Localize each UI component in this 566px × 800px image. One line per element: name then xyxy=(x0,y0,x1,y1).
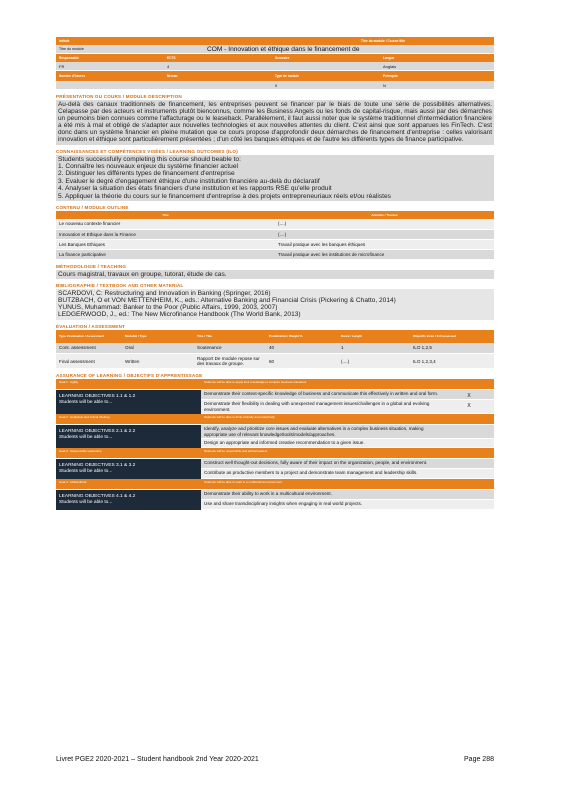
header-row1-left: Titre du module xyxy=(59,47,84,51)
info-value-1: FR xyxy=(59,63,65,69)
objective-sub-text: Students will be able to... xyxy=(59,499,113,505)
detail-label-4: Prérequis xyxy=(383,74,398,78)
mark-header xyxy=(444,414,494,425)
eval-col-header: Titre / Title xyxy=(194,330,266,343)
objective-mark xyxy=(444,500,494,510)
table-row xyxy=(56,239,494,249)
bibliography-block xyxy=(56,289,494,320)
eval-col-header: Modalité / Type xyxy=(122,330,194,343)
eval-cell: ILO 1,2,5 xyxy=(410,343,494,354)
objective-description: Identify, analyze and prioritize core issues and evaluate alternatives in a complex business situation, making appropriate use of relevant knowledge/tools/models/approaches. xyxy=(201,425,444,439)
objective-mark xyxy=(444,425,494,439)
presentation-title: PRÉSENTATION DU COURS / MODULE DESCRIPTION xyxy=(56,94,182,99)
eval-col-header: Durée / Length xyxy=(338,330,410,343)
objective-description: Demonstrate their context-specific knowledge of business and communicate this effectively in written and oral form. xyxy=(201,390,444,400)
competency-item: 1. Connaître les nouveaux enjeux du système financier actuel xyxy=(58,162,238,170)
learning-objective-label xyxy=(56,390,201,414)
outline-col-header: Titre xyxy=(56,211,275,219)
info-value-4: Anglais xyxy=(383,63,397,69)
mark-header xyxy=(444,448,494,459)
objective-description: Use and share transdisciplinary insights when engaging in real world projects. xyxy=(201,500,444,510)
table-row xyxy=(56,343,494,354)
learning-objective-label xyxy=(56,490,201,510)
bibliography-item: YUNUS, Muhammad: Banker to the Poor (Public Affairs, 1999, 2003, 2007) xyxy=(58,304,278,312)
bibliography-item: SCARDOVI, C: Restructuring and Innovation in Banking (Springer, 2016) xyxy=(58,289,271,297)
table-row xyxy=(56,249,494,259)
detail-value-3: 0 xyxy=(275,82,278,88)
detail-label-3: Type de module xyxy=(275,74,300,78)
table-row xyxy=(56,219,494,229)
header-top-bar xyxy=(56,37,494,45)
outline-title: CONTENU / MODULE OUTLINE xyxy=(56,205,129,210)
bibliography-title: BIBLIOGRAPHIE / TEXTBOOK AND OTHER MATERIAL xyxy=(56,282,184,288)
eval-cell: Final assessment xyxy=(56,354,122,369)
competency-item: 4. Analyser la situation des états financiers d'une institution et les rapports RSE qu'elle produit xyxy=(58,185,332,193)
goal-header: Goal 4 : Multicultural xyxy=(56,479,201,490)
table-row xyxy=(56,354,494,369)
objective-description: Demonstrate their flexibility in dealing with unexpected management issues/challenges in a global and evolving environment. xyxy=(201,400,444,414)
page-footer xyxy=(56,756,494,763)
objective-description: Demonstrate their ability to work in a multicultural environment. xyxy=(201,490,444,500)
objective-header: Students will be responsible and ethical leaders xyxy=(201,448,444,459)
eval-col-header: Objectifs visés / ILO assessed xyxy=(410,330,494,343)
objective-label-text: LEARNING OBJECTIVES 3.1 & 3.2 xyxy=(59,462,136,468)
outline-cell: Travail pratique avec les institutions de microfinance xyxy=(275,249,494,259)
info-label-1: Responsable xyxy=(59,56,79,60)
eval-cell: Written xyxy=(122,354,194,369)
info-label-2: ECTS xyxy=(167,56,176,60)
info-label-3: Semestre xyxy=(275,56,290,60)
outline-col-header: Activités / Travaux xyxy=(275,211,494,219)
mark-header xyxy=(444,479,494,490)
goal-header: Goal 3 : Responsible leadership xyxy=(56,448,201,459)
competency-item: 3. Evaluer le degré d'engagement éthique d'une institution financière au-delà du déclaratif xyxy=(58,177,320,185)
objective-description: Contribute as productive members to a project and demonstrate team management and leadership skills. xyxy=(201,469,444,479)
mark-header xyxy=(444,379,494,390)
eval-cell: ILO 1,2,3,4 xyxy=(410,354,494,369)
info-label-4: Langue xyxy=(383,56,395,60)
eval-cell: Oral xyxy=(122,343,194,354)
outline-cell: (....) xyxy=(275,219,494,229)
objective-header: Students will be able to work in a multicultural environment xyxy=(201,479,444,490)
competencies-intro: Students successfully completing this course should beable to: xyxy=(58,155,241,163)
header-info-values xyxy=(56,62,494,71)
objective-mark: X xyxy=(444,400,494,414)
objective-description: Construct well thought-out decisions, fully aware of their impact on the organization, people, and environment. xyxy=(201,459,444,469)
page-number: Page 288 xyxy=(464,756,494,763)
bibliography-item: LEDGERWOOD, J., ed.: The New Microfinance Handbook (The World Bank, 2013) xyxy=(58,311,301,319)
course-sheet xyxy=(56,37,494,510)
outline-cell: Les Banques Ethiques xyxy=(56,239,275,249)
course-title: COM - Innovation et éthique dans le financement de xyxy=(207,45,360,53)
eval-col-header: Pondération / Weight % xyxy=(266,330,338,343)
objective-sub-text: Students will be able to... xyxy=(59,468,113,474)
eval-cell: (....) xyxy=(338,354,410,369)
objective-sub-text: Students will be able to... xyxy=(59,400,113,406)
competency-item: 2. Distinguer les différents types de financement d'entreprise xyxy=(58,170,235,178)
objective-label-text: LEARNING OBJECTIVES 1.1 & 1.2 xyxy=(59,394,136,400)
info-value-2: 4 xyxy=(167,63,170,69)
outline-table xyxy=(56,211,494,260)
header-info-bar xyxy=(56,54,494,62)
objective-description: Design an appropriate and informed creative recommendation to a given issue. xyxy=(201,439,444,448)
objective-mark: X xyxy=(444,390,494,400)
objective-mark xyxy=(444,439,494,448)
goal-header: Goal 2 : Analytical and critical thinking xyxy=(56,414,201,425)
objective-sub-text: Students will be able to... xyxy=(59,435,113,441)
evaluation-table xyxy=(56,330,494,370)
eval-cell: 40 xyxy=(266,343,338,354)
header-top-right-label: Titre du module / Course title xyxy=(360,39,406,43)
learning-objective-label xyxy=(56,425,201,448)
outline-cell: Travail pratique avec les banques éthiques xyxy=(275,239,494,249)
objective-mark xyxy=(444,469,494,479)
eval-cell: Cont. assessment xyxy=(56,343,122,354)
assurance-title: ASSURANCE OF LEARNING / OBJECTIFS D'APPRENTISSAGE xyxy=(56,373,203,379)
eval-cell: 1 xyxy=(338,343,410,354)
bibliography-item: BUTZBACH, O et VON METTENHEIM, K., eds.: Alternative Banking and Financial Crisis (Pickering & Chatto, 2014) xyxy=(58,296,396,304)
learning-objective-label xyxy=(56,459,201,479)
detail-value-4: N xyxy=(383,82,386,88)
eval-cell: 60 xyxy=(266,354,338,369)
header-detail-bar xyxy=(56,71,494,81)
table-row xyxy=(56,229,494,239)
methodology-title: MÉTHODOLOGIE / TEACHING xyxy=(56,263,127,269)
objective-header: Students will be able to think critically and analytically xyxy=(201,414,444,425)
header-detail-values xyxy=(56,81,494,90)
presentation-text: Au-delà des canaux traditionnels de financement, les entreprises peuvent se financer par le biais de toute une série de possibilités alternatives. Celapasse par des acteurs et instruments plutôt bienconnus, comme les Business Angels ou les fonds de capital-risque, mais aussi par des démarches un peumoins bien connues comme l'affacturage ou le leaseback. Parallèlement, il faut aussi noter que le système traditionnel d'intermédiation financière a été mis à mal et obligé de s'adapter aux nouvelles technologies et aux nouvelles attentes du client. C'est ainsi que sont apparues les FinTech. C'est donc dans un système financier en pleine mutation que ce cours propose d'approfondir deux démarches de financement d'entreprise : celles valorisant innovation et éthique sont particulièrement présentées ; d'un côté les banques éthiques et de l'autre les différents types de finance participative. xyxy=(58,101,492,144)
outline-cell: La finance participative xyxy=(56,249,275,259)
eval-cell: Soutenance xyxy=(194,343,266,354)
objective-label-text: LEARNING OBJECTIVES 4.1 & 4.2 xyxy=(59,493,136,499)
outline-cell: Le nouveau contexte financier xyxy=(56,219,275,229)
competency-item: 5. Appliquer la théorie du cours sur le financement d'entreprise à des projets entrepreneuriaux réels et/ou réalistes xyxy=(58,192,391,200)
objective-header: Students will be able to apply their knowledge to complex business situations xyxy=(201,379,444,390)
eval-cell: Rapport De module repose sur des travaux de groupe. xyxy=(194,354,266,369)
methodology-text: Cours magistral, travaux en groupe, tutorat, étude de cas. xyxy=(56,270,494,279)
footer-handbook-label: Livret PGE2 2020-2021 – Student handbook 2nd Year 2020-2021 xyxy=(56,756,259,763)
competencies-title: CONNAISSANCES ET COMPÉTENCES VISÉES / LEARNING OUTCOMES (ILO) xyxy=(56,148,238,154)
header-top-label: Intitulé xyxy=(59,39,70,43)
header-title-row xyxy=(56,45,494,54)
objective-mark xyxy=(444,459,494,469)
competencies-block xyxy=(56,155,494,201)
outline-cell: (....) xyxy=(275,229,494,239)
detail-label-2: Niveau xyxy=(167,74,178,78)
eval-col-header: Type d'évaluation / Assessment xyxy=(56,330,122,343)
goal-header: Goal 1 : Agility xyxy=(56,379,201,390)
objective-label-text: LEARNING OBJECTIVES 2.1 & 2.2 xyxy=(59,429,136,435)
objective-mark xyxy=(444,490,494,500)
detail-label-1: Nombre d'heures xyxy=(59,74,86,78)
assurance-grid xyxy=(56,379,494,510)
outline-cell: Innovation et Ethique dans la Finance xyxy=(56,229,275,239)
evaluation-title: ÉVALUATION / ASSESSMENT xyxy=(56,323,126,329)
